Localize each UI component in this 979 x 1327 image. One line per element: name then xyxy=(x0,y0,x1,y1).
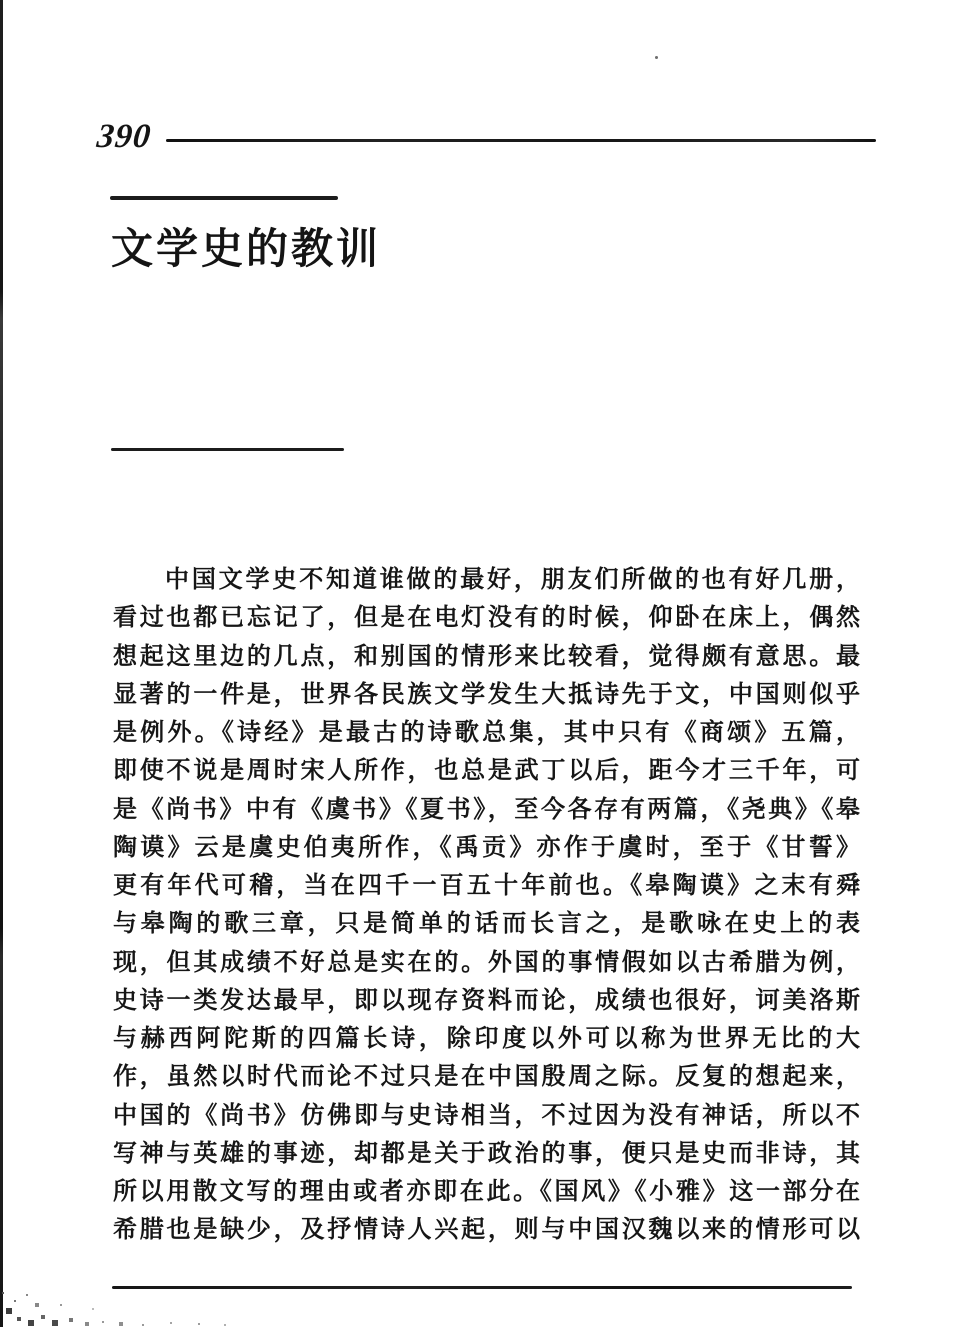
body-line: 陶谟》云是虞史伯夷所作，《禹贡》亦作于虞时，至于《甘誓》 xyxy=(113,834,860,861)
body-line: 想起这里边的几点，和别国的情形来比较看，觉得颇有意思。最 xyxy=(113,643,860,670)
footer-rule xyxy=(112,1286,852,1289)
scan-noise-speckles xyxy=(2,1292,4,1294)
body-line: 显著的一件是，世界各民族文学发生大抵诗先于文，中国则似乎 xyxy=(113,681,860,708)
left-edge-scan-artifact xyxy=(0,0,3,1327)
scan-dot-artifact xyxy=(655,56,658,59)
body-line: 与皋陶的歌三章，只是简单的话而长言之，是歌咏在史上的表 xyxy=(113,911,860,938)
body-line: 史诗一类发达最早，即以现存资料而论，成绩也很好，诃美洛斯 xyxy=(113,987,860,1014)
body-line: 中国的《尚书》仿佛即与史诗相当，不过因为没有神话，所以不 xyxy=(113,1102,860,1129)
body-line: 是《尚书》中有《虞书》《夏书》，至今各存有两篇，《尧典》《皋 xyxy=(113,796,860,823)
body-line: 所以用散文写的理由或者亦即在此。《国风》《小雅》这一部分在 xyxy=(113,1179,860,1205)
page-number: 390 xyxy=(95,118,153,155)
title-overline-rule xyxy=(110,196,338,200)
body-line: 中国文学史不知道谁做的最好，朋友们所做的也有好几册， xyxy=(165,567,860,593)
body-line: 即使不说是周时宋人所作，也总是武丁以后，距今才三千年，可 xyxy=(113,758,860,785)
body-line: 与赫西阿陀斯的四篇长诗，除印度以外可以称为世界无比的大 xyxy=(113,1026,860,1052)
body-line: 看过也都已忘记了，但是在电灯没有的时候，仰卧在床上，偶然 xyxy=(113,605,860,632)
body-line: 作，虽然以时代而论不过只是在中国殷周之际。反复的想起来， xyxy=(113,1064,860,1091)
body-line: 现，但其成绩不好总是实在的。外国的事情假如以古希腊为例， xyxy=(113,949,860,976)
body-text xyxy=(113,561,860,1250)
page-title: 文学史的教训 xyxy=(111,227,382,273)
header-rule xyxy=(166,139,876,142)
body-line: 更有年代可稽，当在四千一百五十年前也。《皋陶谟》之末有舜 xyxy=(113,873,860,899)
body-line: 写神与英雄的事迹，却都是关于政治的事，便只是史而非诗，其 xyxy=(113,1140,860,1167)
body-line: 是例外。《诗经》是最古的诗歌总集，其中只有《商颂》五篇， xyxy=(113,720,860,746)
section-rule xyxy=(111,448,344,451)
body-line: 希腊也是缺少，及抒情诗人兴起，则与中国汉魏以来的情形可以 xyxy=(113,1217,860,1244)
